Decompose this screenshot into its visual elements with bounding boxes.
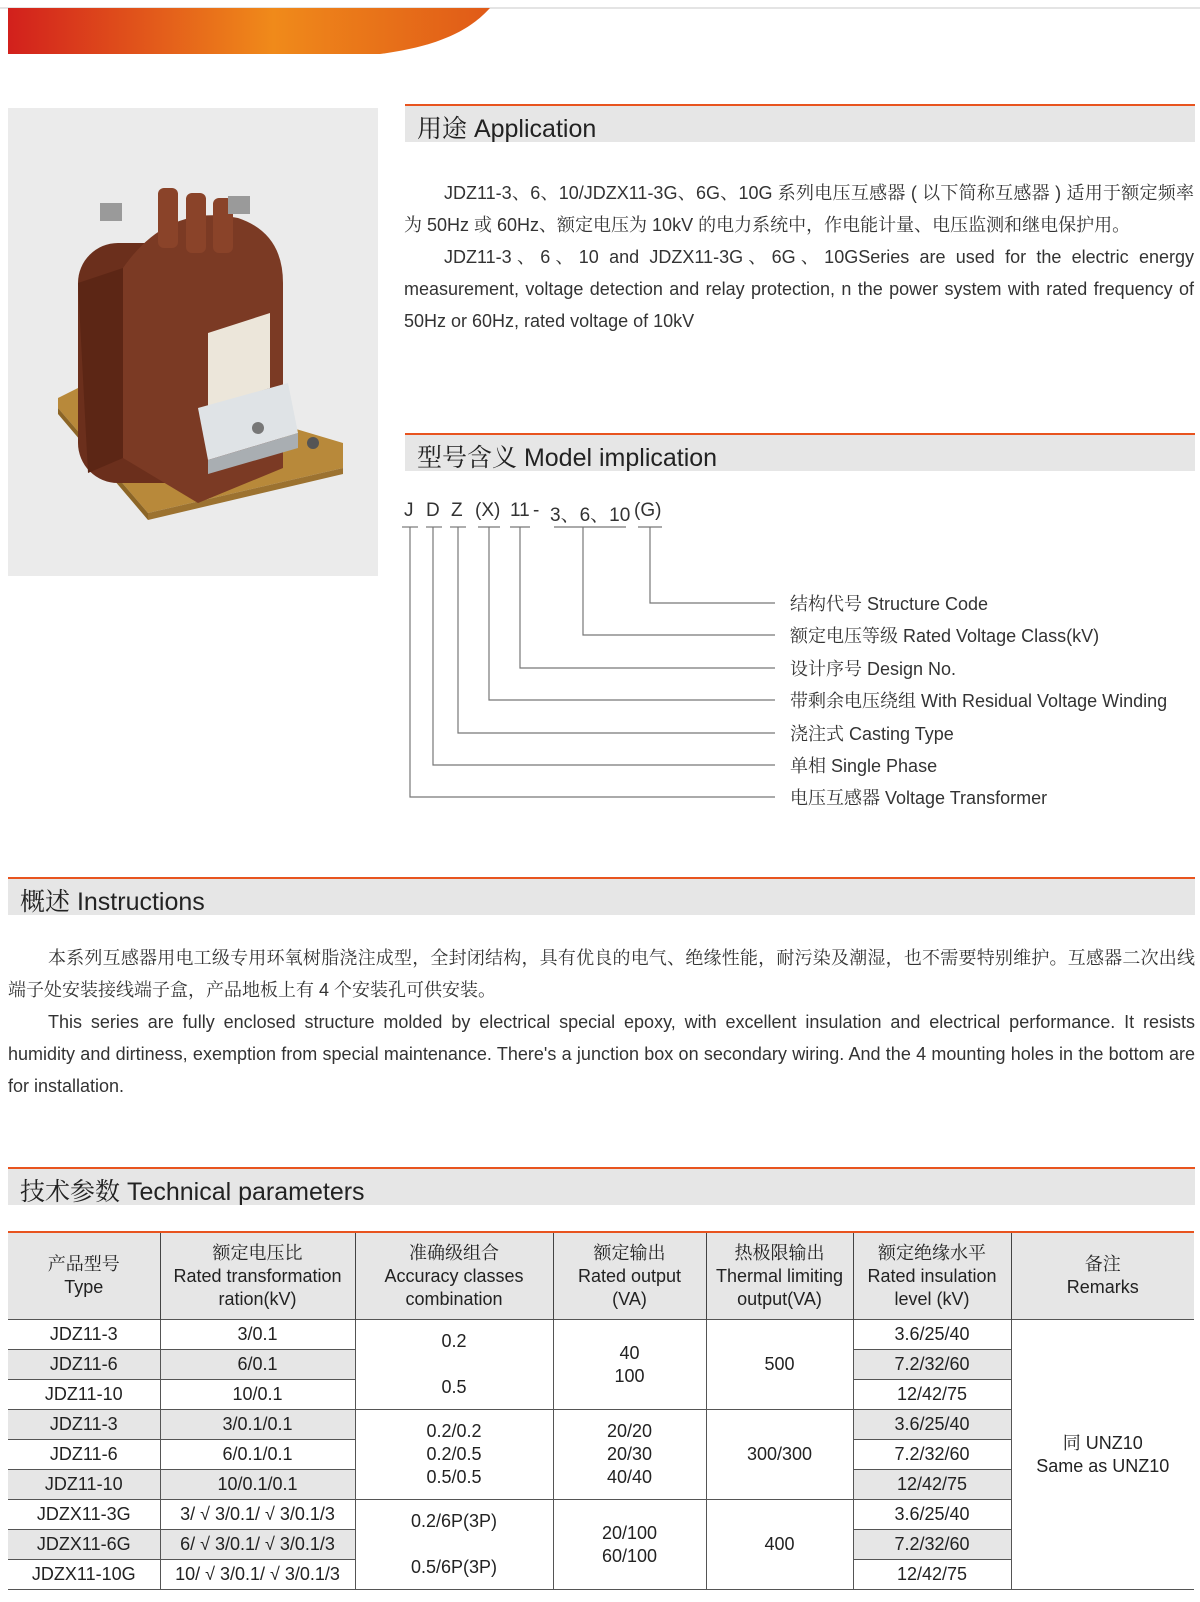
cell-insulation: 7.2/32/60 [853, 1530, 1011, 1560]
column-remarks: 备注 Remarks [1011, 1232, 1194, 1320]
cell-insulation: 7.2/32/60 [853, 1440, 1011, 1470]
cell-insulation: 3.6/25/40 [853, 1410, 1011, 1440]
cell-ratio: 6/ √ 3/0.1/ √ 3/0.1/3 [160, 1530, 355, 1560]
legend-voltage-transformer: 电压互感器 Voltage Transformer [790, 788, 1048, 808]
cell-insulation: 3.6/25/40 [853, 1500, 1011, 1530]
cell-accuracy-group: 0.2/6P(3P) 0.5/6P(3P) [355, 1500, 553, 1590]
instructions-heading: 概述 Instructions [20, 888, 205, 916]
instructions-header [8, 877, 1195, 915]
cell-accuracy-group: 0.2/0.2 0.2/0.5 0.5/0.5 [355, 1410, 553, 1500]
cell-type: JDZX11-6G [8, 1530, 160, 1560]
code-part-x: (X) [475, 500, 501, 521]
application-heading: 用途 Application [417, 115, 597, 143]
technical-heading: 技术参数 Technical parameters [20, 1178, 365, 1206]
cell-type: JDZ11-6 [8, 1350, 160, 1380]
cell-type: JDZ11-10 [8, 1380, 160, 1410]
instructions-paragraph-cn: 本系列互感器用电工级专用环氧树脂浇注成型，全封闭结构，具有优良的电气、绝缘性能，耐污染及潮湿，也不需要特别维护。互感器二次出线端子处安装接线端子盒，产品地板上有 4 个安装孔可供安装。 [8, 948, 1195, 1000]
cell-output-group: 20/100 60/100 [553, 1500, 706, 1590]
code-part-j: J [404, 500, 414, 521]
instructions-paragraph-en: This series are fully enclosed structure molded by electrical special epoxy, with excellent insulation and electrical performance. It resists humidity and dirtiness, exemption from special maintenance. There's a junction box on secondary wiring. And the 4 mounting holes in the bottom are for installation. [8, 1012, 1195, 1096]
cell-thermal-group: 500 [706, 1320, 853, 1410]
code-part-dash: - [533, 500, 540, 521]
cell-type: JDZ11-6 [8, 1440, 160, 1470]
cell-ratio: 10/0.1/0.1 [160, 1470, 355, 1500]
code-part-d: D [426, 500, 440, 521]
cell-accuracy-group: 0.2 0.5 [355, 1320, 553, 1410]
cell-ratio: 6/0.1/0.1 [160, 1440, 355, 1470]
code-part-voltage: 3、6、10 [550, 505, 631, 526]
table-row [8, 1320, 1194, 1350]
cell-ratio: 10/ √ 3/0.1/ √ 3/0.1/3 [160, 1560, 355, 1590]
table-header-row [8, 1232, 1194, 1320]
cell-ratio: 3/0.1 [160, 1320, 355, 1350]
column-type: 产品型号 Type [8, 1232, 160, 1320]
code-part-design: 11 [510, 500, 530, 521]
cell-insulation: 3.6/25/40 [853, 1320, 1011, 1350]
technical-table [8, 1231, 1194, 1590]
cell-output-group: 20/20 20/30 40/40 [553, 1410, 706, 1500]
legend-design-no: 设计序号 Design No. [790, 659, 957, 679]
cell-remarks: 同 UNZ10 Same as UNZ10 [1011, 1320, 1194, 1590]
column-ratio: 额定电压比 Rated transformation ration(kV) [160, 1232, 355, 1320]
legend-single-phase: 单相 Single Phase [790, 756, 938, 776]
cell-type: JDZX11-10G [8, 1560, 160, 1590]
code-part-g: (G) [634, 500, 662, 521]
instructions-text [8, 942, 1195, 1102]
legend-voltage-class: 额定电压等级 Rated Voltage Class(kV) [790, 626, 1100, 646]
cell-type: JDZX11-3G [8, 1500, 160, 1530]
application-paragraph-en: JDZ11-3、6、10 and JDZX11-3G、6G、10GSeries are used for the electric energy measurement, voltage detection and relay protection, n the power system with rated frequency of 50Hz or 60Hz, rated voltage of 10kV [404, 247, 1194, 331]
column-accuracy: 准确级组合 Accuracy classes combination [355, 1232, 553, 1320]
cell-insulation: 12/42/75 [853, 1380, 1011, 1410]
cell-ratio: 3/0.1/0.1 [160, 1410, 355, 1440]
legend-casting-type: 浇注式 Casting Type [790, 724, 954, 744]
cell-ratio: 6/0.1 [160, 1350, 355, 1380]
technical-header [8, 1167, 1195, 1205]
cell-insulation: 12/42/75 [853, 1560, 1011, 1590]
cell-thermal-group: 400 [706, 1500, 853, 1590]
column-insulation: 额定绝缘水平 Rated insulation level (kV) [853, 1232, 1011, 1320]
column-output: 额定输出 Rated output (VA) [553, 1232, 706, 1320]
column-thermal: 热极限输出 Thermal limiting output(VA) [706, 1232, 853, 1320]
cell-insulation: 7.2/32/60 [853, 1350, 1011, 1380]
application-paragraph-cn: JDZ11-3、6、10/JDZX11-3G、6G、10G 系列电压互感器 ( 以下简称互感器 ) 适用于额定频率为 50Hz 或 60Hz、额定电压为 10kV 的电力系统中，作电能计量、电压监测和继电保护用。 [404, 183, 1194, 235]
cell-type: JDZ11-10 [8, 1470, 160, 1500]
cell-type: JDZ11-3 [8, 1320, 160, 1350]
code-part-z: Z [451, 500, 463, 521]
cell-thermal-group: 300/300 [706, 1410, 853, 1500]
legend-structure-code: 结构代号 Structure Code [790, 594, 989, 614]
cell-ratio: 3/ √ 3/0.1/ √ 3/0.1/3 [160, 1500, 355, 1530]
cell-type: JDZ11-3 [8, 1410, 160, 1440]
legend-residual-winding: 带剩余电压绕组 With Residual Voltage Winding [790, 691, 1168, 711]
model-heading: 型号含义 Model implication [417, 444, 718, 472]
cell-output-group: 40 100 [553, 1320, 706, 1410]
cell-ratio: 10/0.1 [160, 1380, 355, 1410]
cell-insulation: 12/42/75 [853, 1470, 1011, 1500]
